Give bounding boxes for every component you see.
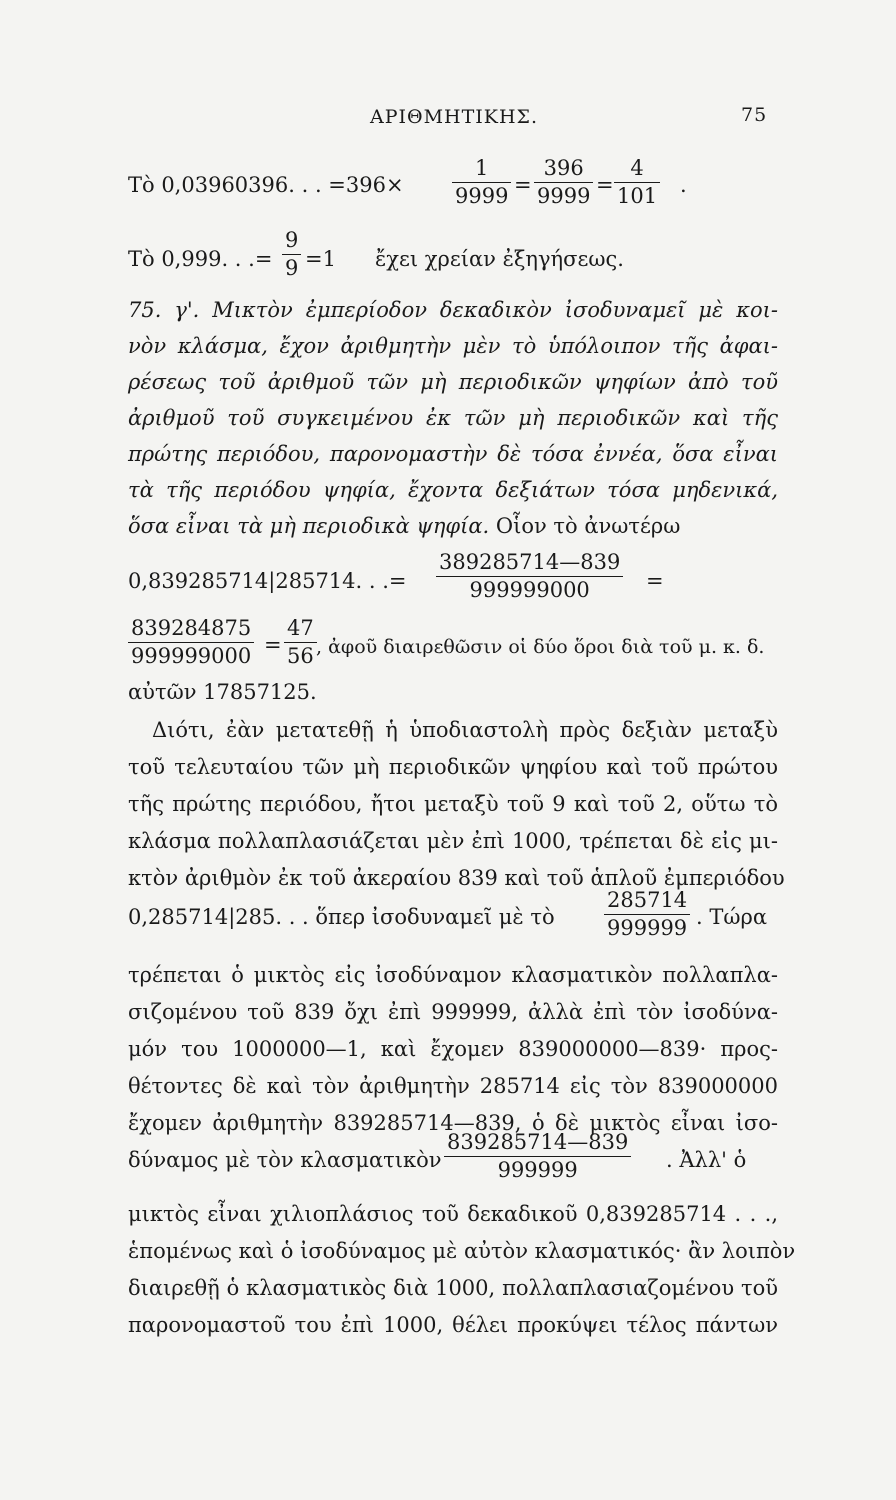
p2-line-5: κτὸν ἀριθμὸν ἐκ τοῦ ἀκεραίου 839 καὶ τοῦ ἁπλοῦ ἐμπεριόδου — [128, 866, 785, 890]
p2-line-3: τῆς πρώτης περιόδου, ἤτοι μεταξὺ τοῦ 9 καὶ τοῦ 2, οὕτω τὸ — [128, 792, 778, 816]
p2-f1-numerator: 285714 — [607, 888, 688, 912]
rule-line-7-italic: ὅσα εἶναι τὰ μὴ περιοδικὰ ψηφία. — [128, 514, 490, 538]
eq1-f3-denominator: 101 — [617, 184, 658, 208]
p2-line-8: μόν του 1000000—1, καὶ ἔχομεν 839000000—839· προς- — [128, 1037, 778, 1061]
eq3-rhs: = — [646, 569, 664, 593]
p2-line-13: διαιρεθῇ ὁ κλασματικὸς διὰ 1000, πολλαπλασιαζομένου τοῦ — [128, 1276, 778, 1300]
page-number: 75 — [741, 104, 768, 126]
eq2-rhs: =1 — [305, 247, 336, 271]
rule-line-1: 75. γ'. Μικτὸν ἐμπερίοδον δεκαδικὸν ἰσοδυναμεῖ μὲ κοι- — [128, 298, 778, 322]
p2-line-11: μικτὸς εἶναι χιλιοπλάσιος τοῦ δεκαδικοῦ 0,839285714 . . ., — [128, 1202, 778, 1226]
running-head: ΑΡΙΘΜΗΤΙΚΗΣ. — [370, 106, 539, 128]
p2-line-9: θέτοντες δὲ καὶ τὸν ἀριθμητὴν 285714 εἰς τὸν 839000000 — [128, 1074, 778, 1098]
eq1-f2-numerator: 396 — [543, 156, 584, 180]
eq1-f2-denominator: 9999 — [537, 184, 591, 208]
p2-fraction-2 — [444, 1132, 631, 1181]
eq2-fraction — [282, 230, 301, 279]
eq4-fraction-2 — [284, 618, 317, 667]
p2-line-6: τρέπεται ὁ μικτὸς εἰς ἰσοδύναμον κλασματικὸν πολλαπλα- — [128, 963, 778, 987]
eq2-comment: ἔχει χρείαν ἐξηγήσεως. — [375, 247, 624, 271]
p2-line-7: σιζομένου τοῦ 839 ὄχι ἐπὶ 999999, ἀλλὰ ἐπὶ τὸν ἰσοδύνα- — [128, 1000, 778, 1024]
p2-f2-numerator: 839285714—839 — [447, 1130, 629, 1154]
p2-line-4: κλάσμα πολλαπλασιάζεται μὲν ἐπὶ 1000, τρέπεται δὲ εἰς μι- — [128, 829, 778, 853]
rule-line-3: ρέσεως τοῦ ἀριθμοῦ τῶν μὴ περιοδικῶν ψηφίων ἀπὸ τοῦ — [128, 370, 778, 394]
rule-line-7 — [128, 514, 680, 538]
eq4-f2-numerator: 47 — [287, 616, 314, 640]
p2-line-1: Διότι, ἐὰν μετατεθῇ ἡ ὑποδιαστολὴ πρὸς δεξιὰν μεταξὺ — [152, 718, 778, 742]
eq1-equals-1: = — [514, 173, 532, 197]
p2-eq-lhs: 0,285714|285. . . ὅπερ ἰσοδυναμεῖ μὲ τὸ — [128, 905, 555, 929]
p2-eq-rhs: . Τώρα — [696, 905, 768, 929]
eq1-fraction-1 — [452, 158, 511, 207]
eq3-fraction — [436, 552, 623, 601]
eq2-lhs: Τὸ 0,999. . .= — [128, 247, 273, 271]
eq4-f1-denominator: 999999000 — [131, 644, 252, 668]
p2-f2-denominator: 999999 — [497, 1158, 578, 1182]
p2-line-14: παρονομαστοῦ του ἐπὶ 1000, θέλει προκύψει τέλος πάντων — [128, 1313, 778, 1337]
p2-line-10: ἔχομεν ἀριθμητὴν 839285714—839, ὁ δὲ μικτὸς εἶναι ἰσο- — [128, 1111, 778, 1135]
eq4-equals: = — [264, 633, 282, 657]
eq4-fraction-1 — [128, 618, 254, 667]
eq1-lhs: Τὸ 0,03960396. . . =396× — [128, 173, 404, 197]
eq4-f2-denominator: 56 — [287, 644, 314, 668]
p2-eq2-rhs: . Ἀλλ' ὁ — [666, 1148, 747, 1172]
eq3-lhs: 0,839285714|285714. . .= — [128, 569, 407, 593]
eq1-equals-2: = — [596, 173, 614, 197]
rule-line-6: τὰ τῆς περιόδου ψηφία, ἔχοντα δεξιάτων τόσα μηδενικά, — [128, 478, 778, 502]
eq4-line-2: αὐτῶν 17857125. — [128, 680, 317, 704]
rule-line-7-rest: Οἷον τὸ ἀνωτέρω — [489, 514, 681, 538]
p2-line-12: ἑπομένως καὶ ὁ ἰσοδύναμος μὲ αὐτὸν κλασματικός· ἂν λοιπὸν — [128, 1239, 796, 1263]
eq3-denominator: 999999000 — [469, 578, 590, 602]
eq1-f1-denominator: 9999 — [455, 184, 509, 208]
eq4-explanation: , ἀφοῦ διαιρεθῶσιν οἱ δύο ὅροι διὰ τοῦ μ. κ. δ. — [316, 636, 765, 658]
rule-line-4: ἀριθμοῦ τοῦ συγκειμένου ἐκ τῶν μὴ περιοδικῶν καὶ τῆς — [128, 406, 778, 430]
eq3-numerator: 389285714—839 — [439, 550, 621, 574]
rule-line-5: πρώτης περιόδου, παρονομαστὴν δὲ τόσα ἐννέα, ὅσα εἶναι — [128, 442, 778, 466]
eq1-f1-numerator: 1 — [475, 156, 489, 180]
p2-f1-denominator: 999999 — [607, 916, 688, 940]
eq1-fraction-2 — [534, 158, 593, 207]
eq2-numerator: 9 — [285, 228, 299, 252]
rule-line-2: νὸν κλάσμα, ἔχον ἀριθμητὴν μὲν τὸ ὑπόλοιπον τῆς ἀφαι- — [128, 334, 778, 358]
eq4-f1-numerator: 839284875 — [131, 616, 252, 640]
p2-eq2-lhs: δύναμος μὲ τὸν κλασματικὸν — [128, 1148, 442, 1172]
eq1-f3-numerator: 4 — [630, 156, 644, 180]
eq1-fraction-3 — [614, 158, 660, 207]
p2-line-2: τοῦ τελευταίου τῶν μὴ περιοδικῶν ψηφίου καὶ τοῦ πρώτου — [128, 755, 778, 779]
eq2-denominator: 9 — [285, 256, 299, 280]
eq1-period: . — [680, 173, 687, 197]
p2-fraction-1 — [604, 890, 690, 939]
